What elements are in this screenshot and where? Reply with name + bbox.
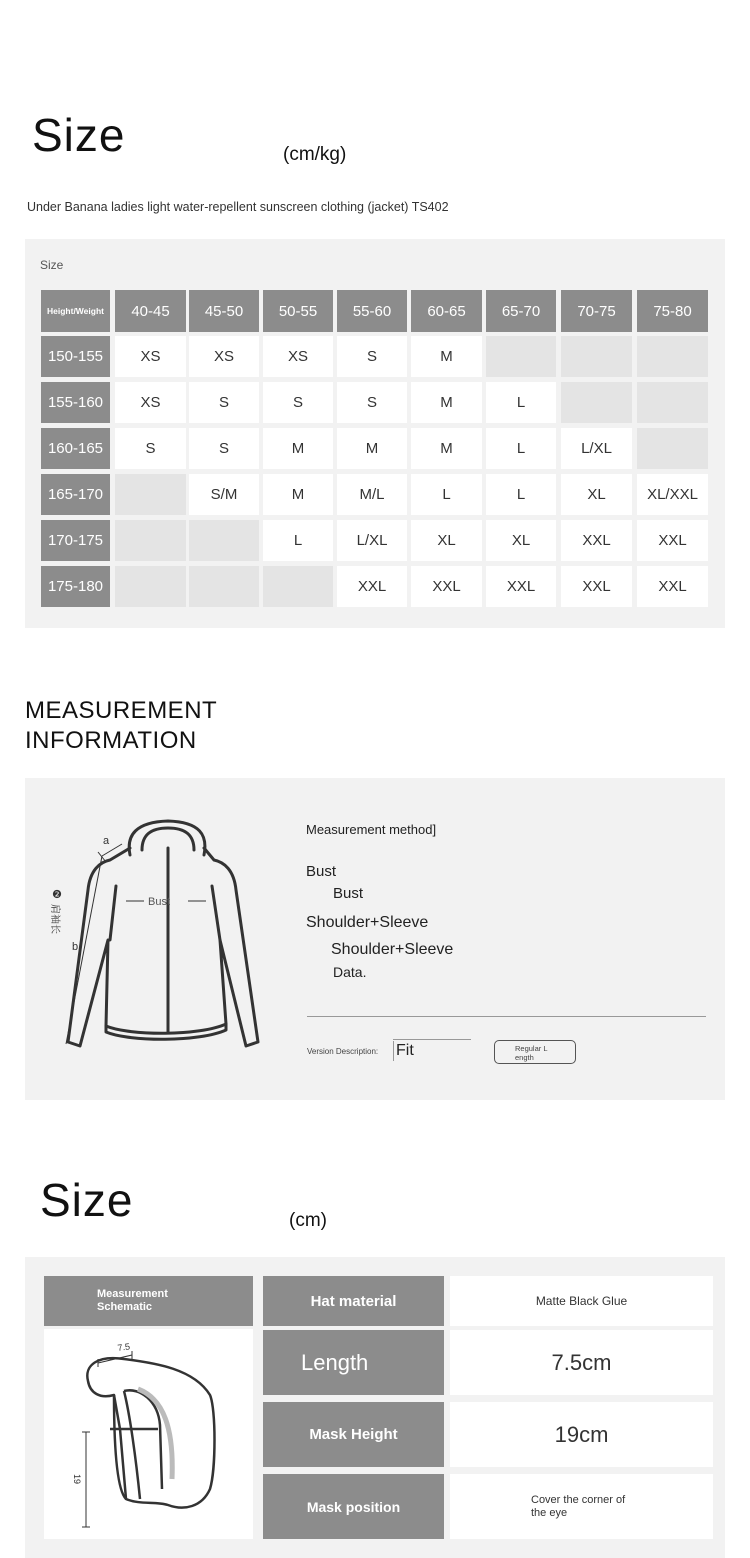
weight-header: 75-80: [637, 290, 708, 332]
size-cell: L: [263, 520, 333, 561]
hat-diagram-top-label: 7.5: [116, 1341, 131, 1353]
schematic-header: [44, 1276, 253, 1326]
size-table-label: Size: [40, 258, 64, 272]
hat-row-label: Mask position: [263, 1474, 444, 1539]
size-cell: M: [411, 382, 482, 423]
shoulder-desc: Shoulder+Sleeve: [331, 941, 454, 958]
diagram-label-cn: 肩袖长: [49, 904, 60, 934]
weight-header: 50-55: [263, 290, 333, 332]
hat-row-value: Matte Black Glue: [450, 1276, 713, 1326]
version-value: Fit: [396, 1042, 414, 1059]
size-table-corner: Height/Weight: [41, 290, 110, 332]
size-cell: S: [337, 336, 407, 377]
size-cell: XXL: [637, 520, 708, 561]
method-title: Measurement method]: [306, 822, 437, 837]
size-cell: XL/XXL: [637, 474, 708, 515]
hat-row-value: 19cm: [450, 1402, 713, 1467]
weight-header: 70-75: [561, 290, 632, 332]
hat-row-value: Cover the corner of the eye: [531, 1493, 626, 1519]
size-cell: XXL: [486, 566, 556, 607]
empty-cell: [189, 566, 259, 607]
weight-header: 45-50: [189, 290, 259, 332]
hat-size-title: Size: [40, 1174, 134, 1226]
size-cell: S: [263, 382, 333, 423]
height-header: 170-175: [41, 520, 110, 561]
jacket-diagram: [40, 800, 280, 1070]
size-cell: L/XL: [337, 520, 407, 561]
size-cell: XS: [115, 336, 186, 377]
size-cell: L: [486, 382, 556, 423]
bust-title: Bust: [306, 863, 337, 880]
diagram-label-num: ❷: [52, 888, 62, 901]
size-cell: S/M: [189, 474, 259, 515]
height-header: 150-155: [41, 336, 110, 377]
size-cell: M: [411, 428, 482, 469]
size-cell: M: [411, 336, 482, 377]
hat-row-value-cell: [450, 1474, 713, 1539]
size-cell: XXL: [561, 520, 632, 561]
weight-header: 65-70: [486, 290, 556, 332]
size-cell: L/XL: [561, 428, 632, 469]
height-header: 155-160: [41, 382, 110, 423]
size-cell: XS: [115, 382, 186, 423]
size-title: Size: [32, 109, 126, 161]
empty-cell: [637, 428, 708, 469]
weight-header: 55-60: [337, 290, 407, 332]
empty-cell: [486, 336, 556, 377]
size-cell: M/L: [337, 474, 407, 515]
size-cell: S: [337, 382, 407, 423]
size-cell: XXL: [337, 566, 407, 607]
size-cell: S: [189, 428, 259, 469]
divider: [307, 1016, 706, 1017]
diagram-label-a: a: [103, 835, 110, 847]
hat-diagram-cell: [44, 1329, 253, 1539]
bust-desc: Bust: [333, 885, 364, 902]
size-cell: L: [486, 474, 556, 515]
size-cell: S: [115, 428, 186, 469]
hat-row-label: Length: [263, 1330, 444, 1395]
size-cell: M: [263, 428, 333, 469]
measurement-heading: [25, 696, 217, 756]
empty-cell: [637, 382, 708, 423]
size-cell: S: [189, 382, 259, 423]
weight-header: 60-65: [411, 290, 482, 332]
measurement-heading-line2: INFORMATION: [25, 727, 197, 754]
size-cell: XXL: [637, 566, 708, 607]
size-cell: L: [486, 428, 556, 469]
product-subtitle: Under Banana ladies light water-repellent sunscreen clothing (jacket) TS402: [27, 200, 449, 214]
empty-cell: [561, 336, 632, 377]
hat-size-unit: (cm): [289, 1210, 327, 1231]
hat-row-value: 7.5cm: [450, 1330, 713, 1395]
version-badge: [494, 1040, 576, 1064]
size-cell: XS: [263, 336, 333, 377]
hat-diagram: [44, 1329, 253, 1539]
size-cell: XL: [411, 520, 482, 561]
measurement-heading-line1: MEASUREMENT: [25, 697, 218, 724]
empty-cell: [189, 520, 259, 561]
size-cell: XL: [486, 520, 556, 561]
height-header: 175-180: [41, 566, 110, 607]
hat-diagram-side-label: 19: [72, 1474, 82, 1485]
hat-row-label: Mask Height: [263, 1402, 444, 1467]
size-cell: M: [263, 474, 333, 515]
empty-cell: [115, 566, 186, 607]
size-cell: M: [337, 428, 407, 469]
diagram-label-bust: Bust: [148, 896, 171, 908]
size-cell: L: [411, 474, 482, 515]
size-cell: XXL: [411, 566, 482, 607]
shoulder-title: Shoulder+Sleeve: [306, 914, 429, 931]
hat-row-label: Hat material: [263, 1276, 444, 1326]
size-cell: XS: [189, 336, 259, 377]
height-header: 165-170: [41, 474, 110, 515]
empty-cell: [115, 474, 186, 515]
height-header: 160-165: [41, 428, 110, 469]
data-label: Data.: [333, 964, 367, 980]
size-unit: (cm/kg): [283, 144, 347, 165]
size-cell: XXL: [561, 566, 632, 607]
size-cell: XL: [561, 474, 632, 515]
empty-cell: [115, 520, 186, 561]
empty-cell: [561, 382, 632, 423]
version-badge-text: Regular L ength: [515, 1044, 548, 1062]
version-label: Version Description:: [307, 1047, 379, 1056]
diagram-label-b: b: [72, 941, 79, 953]
empty-cell: [263, 566, 333, 607]
weight-header: 40-45: [115, 290, 186, 332]
schematic-label: Measurement Schematic: [97, 1288, 168, 1313]
empty-cell: [637, 336, 708, 377]
